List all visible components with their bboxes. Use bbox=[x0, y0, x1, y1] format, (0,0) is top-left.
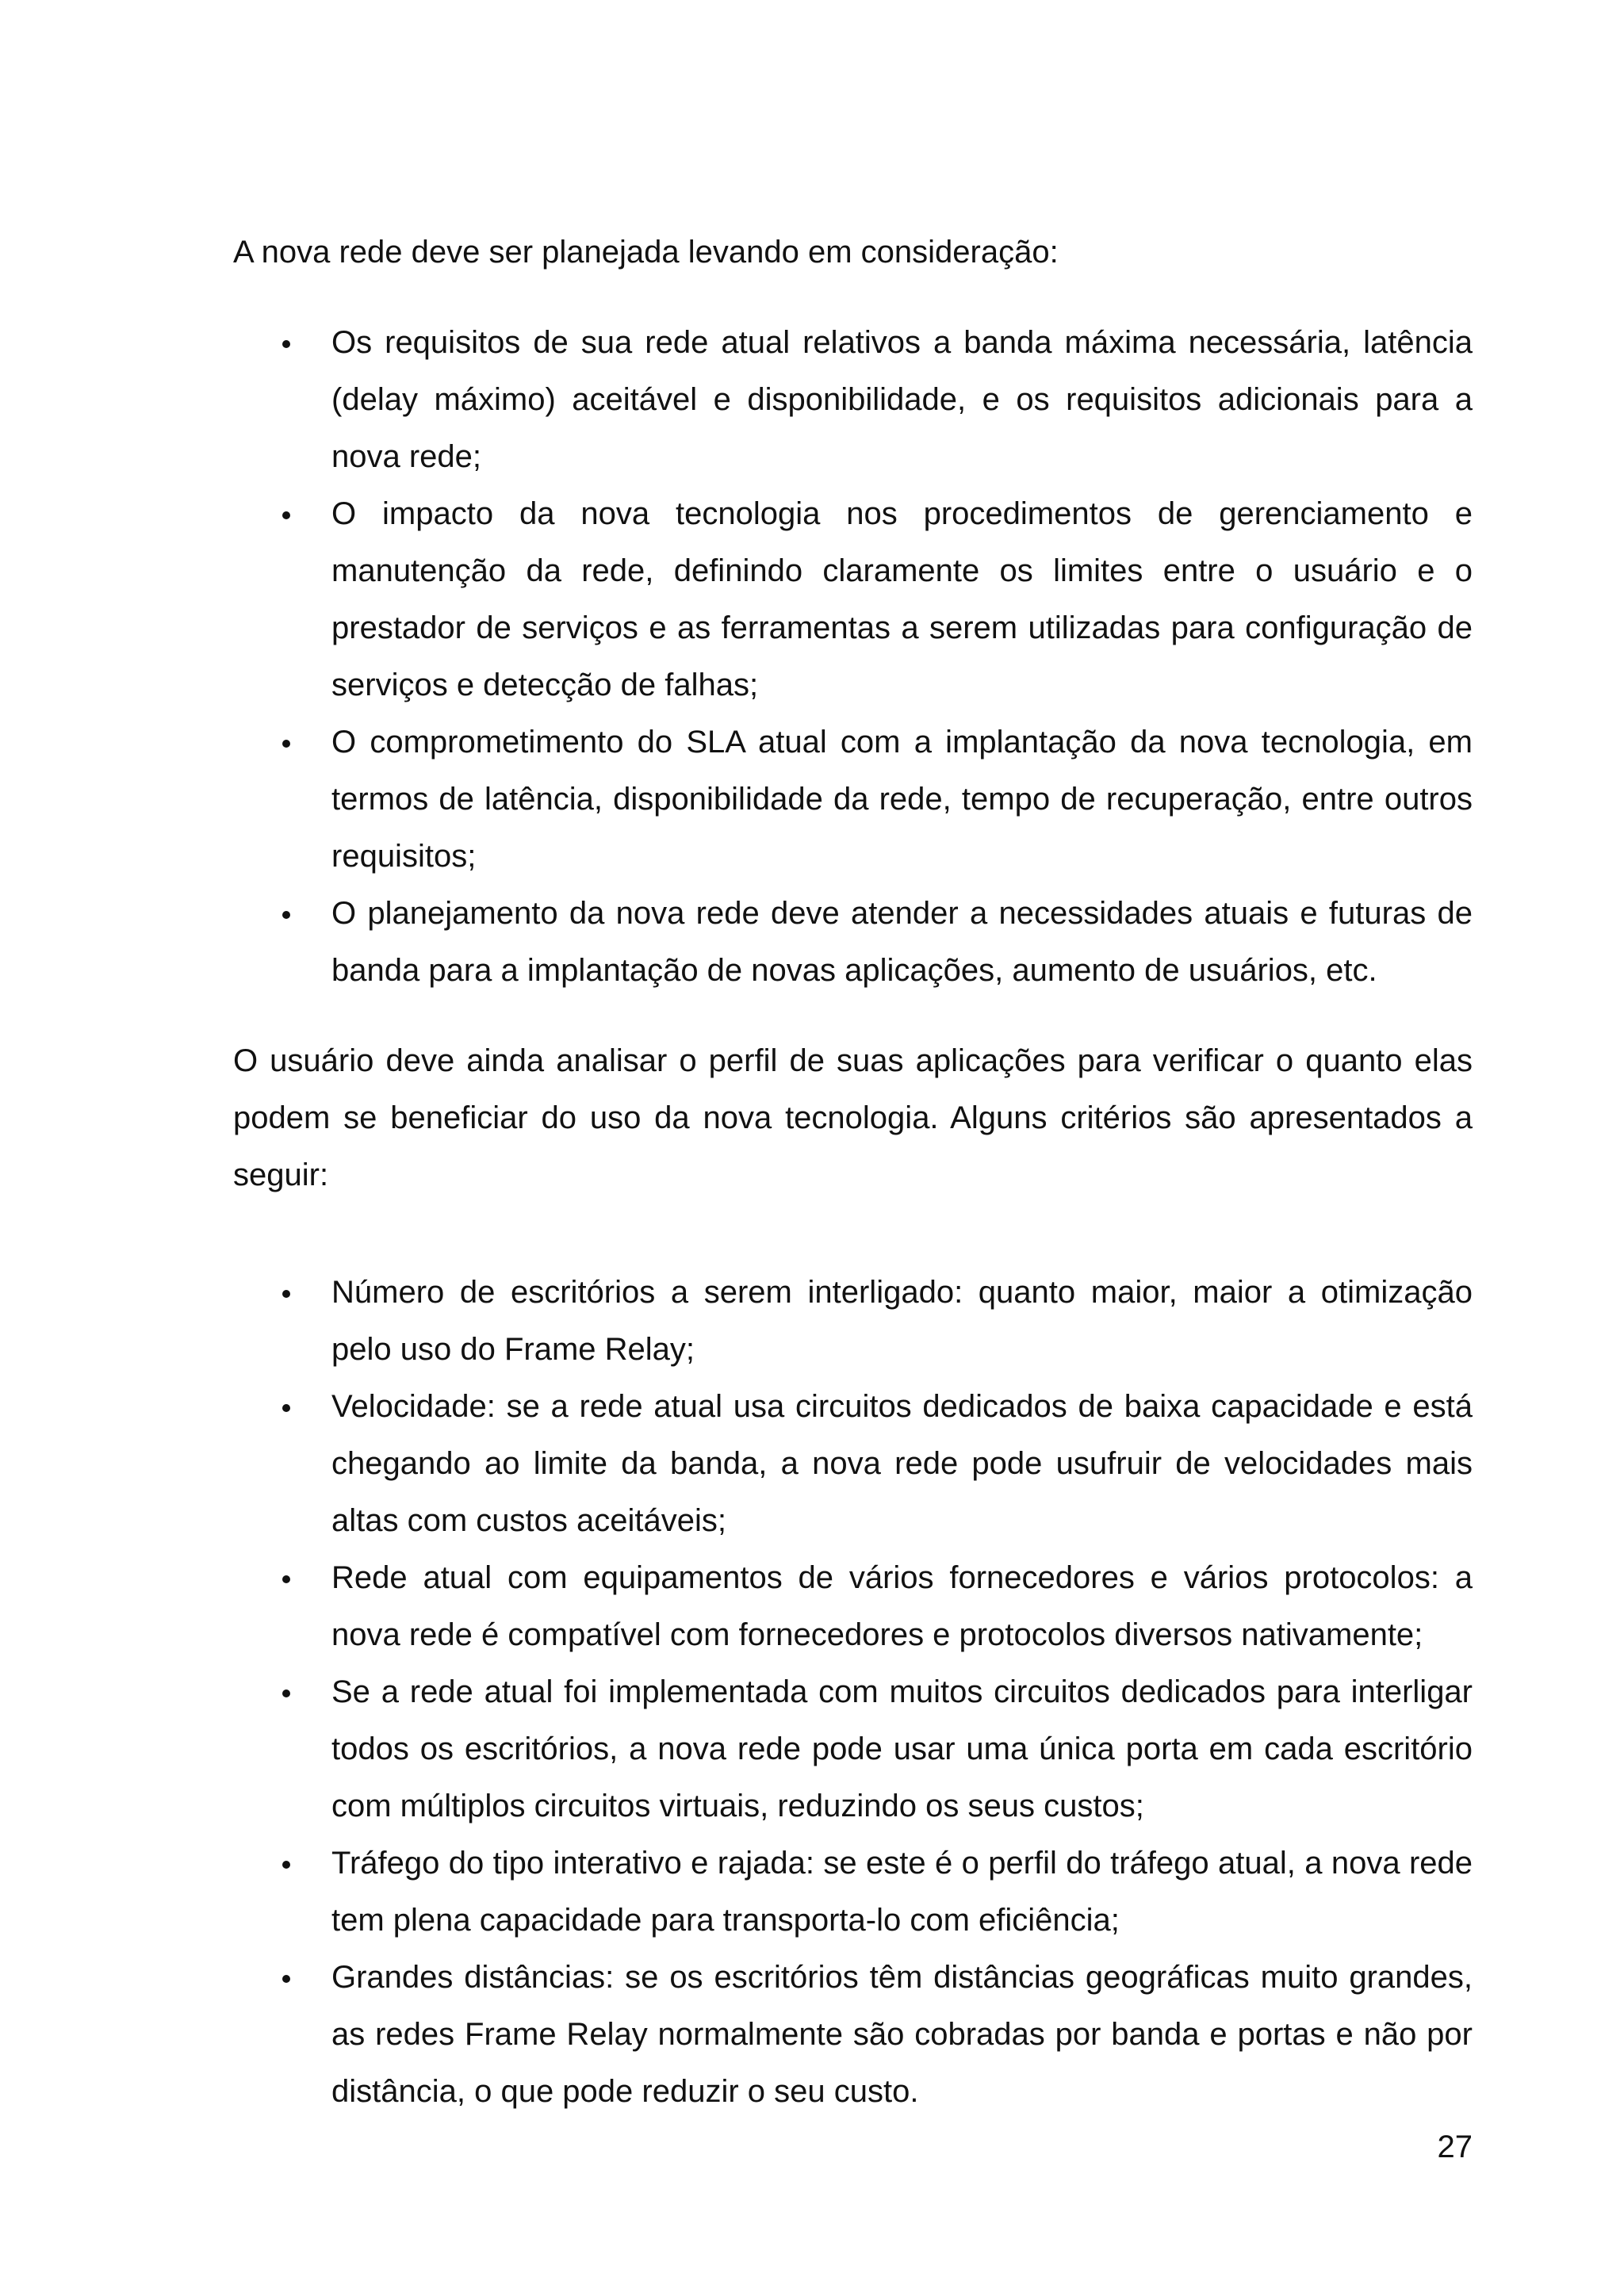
intro-paragraph: A nova rede deve ser planejada levando em consideração: bbox=[233, 235, 1059, 270]
criteria-list bbox=[233, 1264, 1473, 2120]
bullet-icon bbox=[282, 1378, 298, 1435]
list-item-text: Os requisitos de sua rede atual relativos a banda máxima necessária, latência (delay máximo) aceitável e disponibilidade, e os requisitos adicionais para a nova rede; bbox=[331, 325, 1473, 474]
bullet-icon bbox=[282, 885, 298, 942]
analysis-paragraph: O usuário deve ainda analisar o perfil de suas aplicações para verificar o quanto elas podem se beneficiar do uso da nova tecnologia. Alguns critérios são apresentados a seguir: bbox=[233, 1043, 1473, 1192]
list-item-text: Velocidade: se a rede atual usa circuitos dedicados de baixa capacidade e está chegando ao limite da banda, a nova rede pode usufruir de velocidades mais altas com custos aceitáveis; bbox=[331, 1389, 1473, 1538]
list-item bbox=[233, 314, 1473, 485]
list-item bbox=[233, 485, 1473, 714]
list-item bbox=[233, 1549, 1473, 1663]
bullet-icon bbox=[282, 1835, 298, 1892]
bullet-icon bbox=[282, 1549, 298, 1606]
list-item bbox=[233, 885, 1473, 999]
list-item-text: O planejamento da nova rede deve atender a necessidades atuais e futuras de banda para a implantação de novas aplicações, aumento de usuários, etc. bbox=[331, 896, 1473, 988]
list-item bbox=[233, 1835, 1473, 1949]
bullet-icon bbox=[282, 314, 298, 371]
list-item-text: Rede atual com equipamentos de vários fornecedores e vários protocolos: a nova rede é compatível com fornecedores e protocolos diversos nativamente; bbox=[331, 1560, 1473, 1652]
page-number: 27 bbox=[1437, 2130, 1473, 2164]
bullet-icon bbox=[282, 1663, 298, 1720]
list-item-text: Número de escritórios a serem interligado: quanto maior, maior a otimização pelo uso do Frame Relay; bbox=[331, 1275, 1473, 1367]
list-item bbox=[233, 714, 1473, 885]
list-item-text: Tráfego do tipo interativo e rajada: se este é o perfil do tráfego atual, a nova rede tem plena capacidade para transporta-lo com eficiência; bbox=[331, 1846, 1473, 1938]
list-item bbox=[233, 1378, 1473, 1549]
list-item-text: Se a rede atual foi implementada com muitos circuitos dedicados para interligar todos os escritórios, a nova rede pode usar uma única porta em cada escritório com múltiplos circuitos virtuais, reduzindo os seus custos; bbox=[331, 1674, 1473, 1823]
list-item-text: O impacto da nova tecnologia nos procedimentos de gerenciamento e manutenção da rede, definindo claramente os limites entre o usuário e o prestador de serviços e as ferramentas a serem utilizadas para configuração de serviços e detecção de falhas; bbox=[331, 496, 1473, 702]
list-item-text: Grandes distâncias: se os escritórios têm distâncias geográficas muito grandes, as redes Frame Relay normalmente são cobradas por banda e portas e não por distância, o que pode reduzir o seu custo. bbox=[331, 1960, 1473, 2109]
list-item bbox=[233, 1264, 1473, 1378]
considerations-list bbox=[233, 314, 1473, 999]
document-content bbox=[233, 224, 1473, 2120]
bullet-icon bbox=[282, 485, 298, 542]
bullet-icon bbox=[282, 1949, 298, 2006]
list-item bbox=[233, 1949, 1473, 2120]
bullet-icon bbox=[282, 714, 298, 771]
bullet-icon bbox=[282, 1264, 298, 1321]
list-item bbox=[233, 1663, 1473, 1835]
list-item-text: O comprometimento do SLA atual com a implantação da nova tecnologia, em termos de latência, disponibilidade da rede, tempo de recuperação, entre outros requisitos; bbox=[331, 725, 1473, 874]
